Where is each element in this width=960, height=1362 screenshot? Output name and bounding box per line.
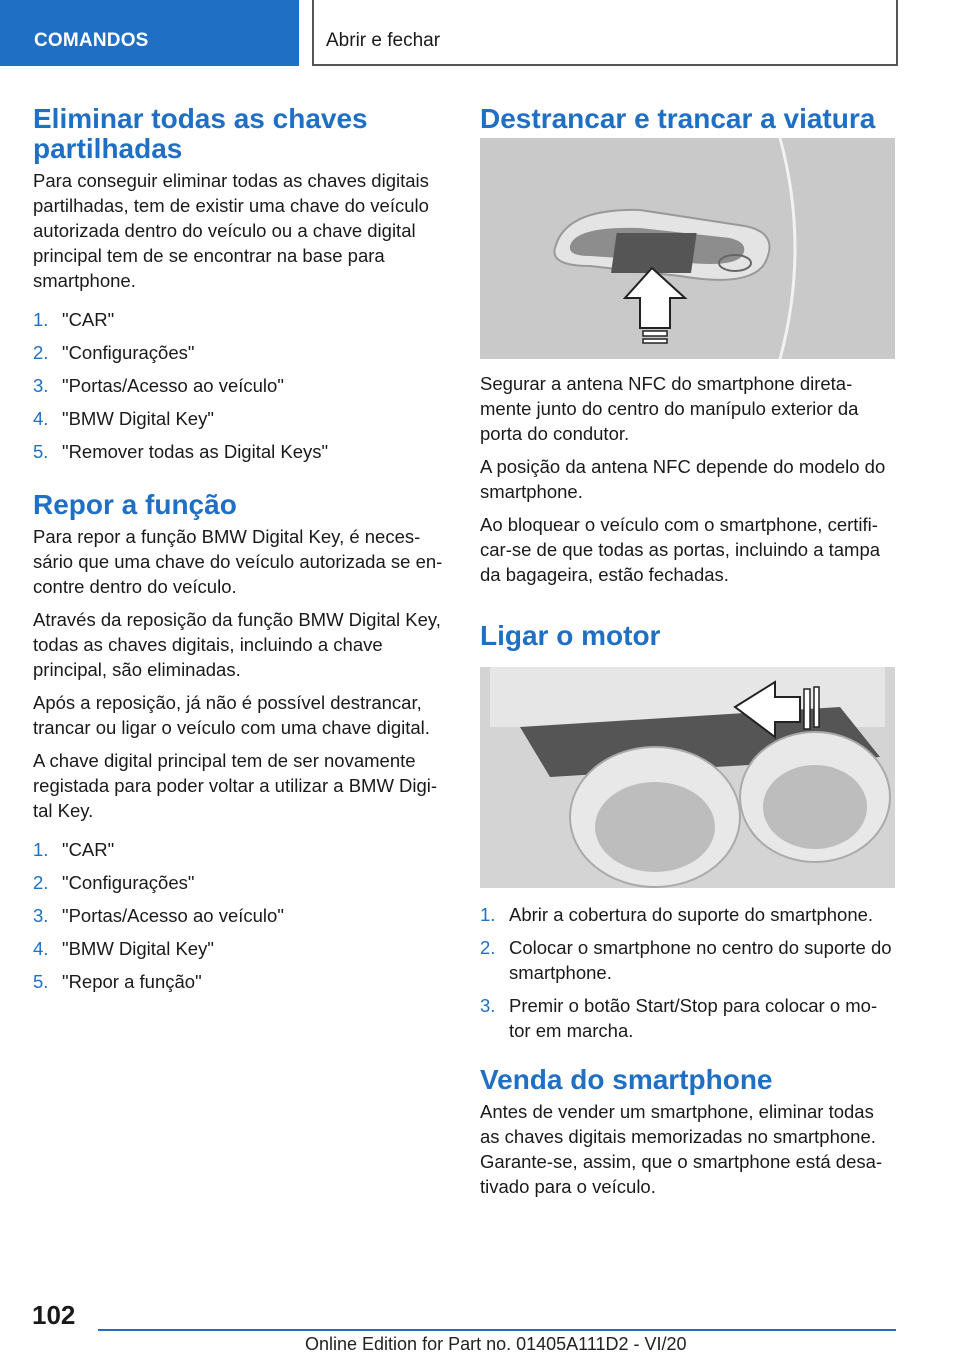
right-column: [480, 104, 895, 1207]
list-item: [480, 935, 895, 985]
step-text: "Repor a função": [62, 971, 202, 992]
step-text: "Portas/Acesso ao veículo": [62, 375, 284, 396]
left-column: [33, 104, 451, 1002]
step-text: "Portas/Acesso ao veículo": [62, 905, 284, 926]
heading-destrancar: Destrancar e trancar a viatura: [480, 103, 876, 134]
heading-repor: Repor a função: [33, 489, 237, 520]
paragraph: Através da reposição da função BMW Digital Key, todas as chaves digitais, incluindo a chave principal, são eliminadas.: [33, 609, 441, 680]
list-item: [33, 373, 451, 398]
step-number: 3.: [33, 905, 49, 926]
paragraph: Segurar a antena NFC do smartphone direta-mente junto do centro do manípulo exterior da porta do condutor.: [480, 373, 859, 444]
paragraph: Após a reposição, já não é possível destrancar, trancar ou ligar o veículo com uma chave digital.: [33, 692, 430, 738]
edition-note: Online Edition for Part no. 01405A111D2 - VI/20: [305, 1334, 687, 1354]
step-text: Abrir a cobertura do suporte do smartphone.: [509, 904, 874, 925]
section-label: COMANDOS: [34, 30, 149, 51]
step-number: 3.: [33, 375, 49, 396]
step-number: 5.: [33, 441, 49, 462]
paragraph: Antes de vender um smartphone, eliminar todas as chaves digitais memorizadas no smartphone. Garante-se, assim, que o smartphone está desa-tivado para o veículo.: [480, 1101, 883, 1197]
list-item: [480, 993, 895, 1043]
heading-eliminar: Eliminar todas as chaves partilhadas: [33, 103, 368, 164]
step-text: "CAR": [62, 309, 115, 330]
step-number: 2.: [33, 342, 49, 363]
section-tab: [0, 0, 299, 66]
step-text: "BMW Digital Key": [62, 938, 214, 959]
step-text: "Configurações": [62, 342, 195, 363]
step-number: 1.: [33, 309, 49, 330]
topic-box: [312, 0, 898, 66]
list-item: [33, 969, 451, 994]
step-number: 2.: [480, 937, 496, 958]
list-item: [33, 903, 451, 928]
paragraph: Ao bloquear o veículo com o smartphone, certifi-car-se de que todas as portas, incluindo a tampa da bagageira, estão fechadas.: [480, 514, 881, 585]
topic-label: Abrir e fechar: [326, 30, 441, 51]
step-number: 1.: [480, 904, 496, 925]
step-number: 4.: [33, 408, 49, 429]
phone-holder-illustration: [480, 667, 895, 888]
page-number: 102: [32, 1300, 76, 1330]
step-number: 2.: [33, 872, 49, 893]
step-text: Premir o botão Start/Stop para colocar o mo-tor em marcha.: [509, 995, 878, 1041]
list-item: [33, 406, 451, 431]
heading-venda: Venda do smartphone: [480, 1064, 773, 1095]
step-text: "Configurações": [62, 872, 195, 893]
list-item: [33, 870, 451, 895]
step-number: 1.: [33, 839, 49, 860]
steps-list-eliminar: [33, 307, 451, 464]
step-number: 4.: [33, 938, 49, 959]
steps-list-ligar: [480, 902, 895, 1043]
paragraph: A posição da antena NFC depende do modelo do smartphone.: [480, 456, 886, 502]
list-item: [33, 439, 451, 464]
paragraph: Para repor a função BMW Digital Key, é neces-sário que uma chave do veículo autorizada se en-contre dentro do veículo.: [33, 526, 443, 597]
heading-ligar: Ligar o motor: [480, 620, 661, 651]
step-text: Colocar o smartphone no centro do suporte do smartphone.: [509, 937, 892, 983]
list-item: [33, 936, 451, 961]
paragraph: Para conseguir eliminar todas as chaves digitais partilhadas, tem de existir uma chave do veículo autorizada dentro do veículo ou a chave digital principal tem de se encontrar na base para smartphone.: [33, 170, 429, 291]
step-number: 5.: [33, 971, 49, 992]
list-item: [33, 340, 451, 365]
list-item: [33, 837, 451, 862]
steps-list-repor: [33, 837, 451, 994]
list-item: [480, 902, 895, 927]
page-header: [0, 0, 960, 66]
step-text: "Remover todas as Digital Keys": [62, 441, 329, 462]
step-number: 3.: [480, 995, 496, 1016]
footer-divider: [98, 1329, 896, 1331]
step-text: "CAR": [62, 839, 115, 860]
list-item: [33, 307, 451, 332]
paragraph: A chave digital principal tem de ser novamente registada para poder voltar a utilizar a BMW Digi-tal Key.: [33, 750, 438, 821]
door-handle-illustration: [480, 138, 895, 359]
step-text: "BMW Digital Key": [62, 408, 214, 429]
